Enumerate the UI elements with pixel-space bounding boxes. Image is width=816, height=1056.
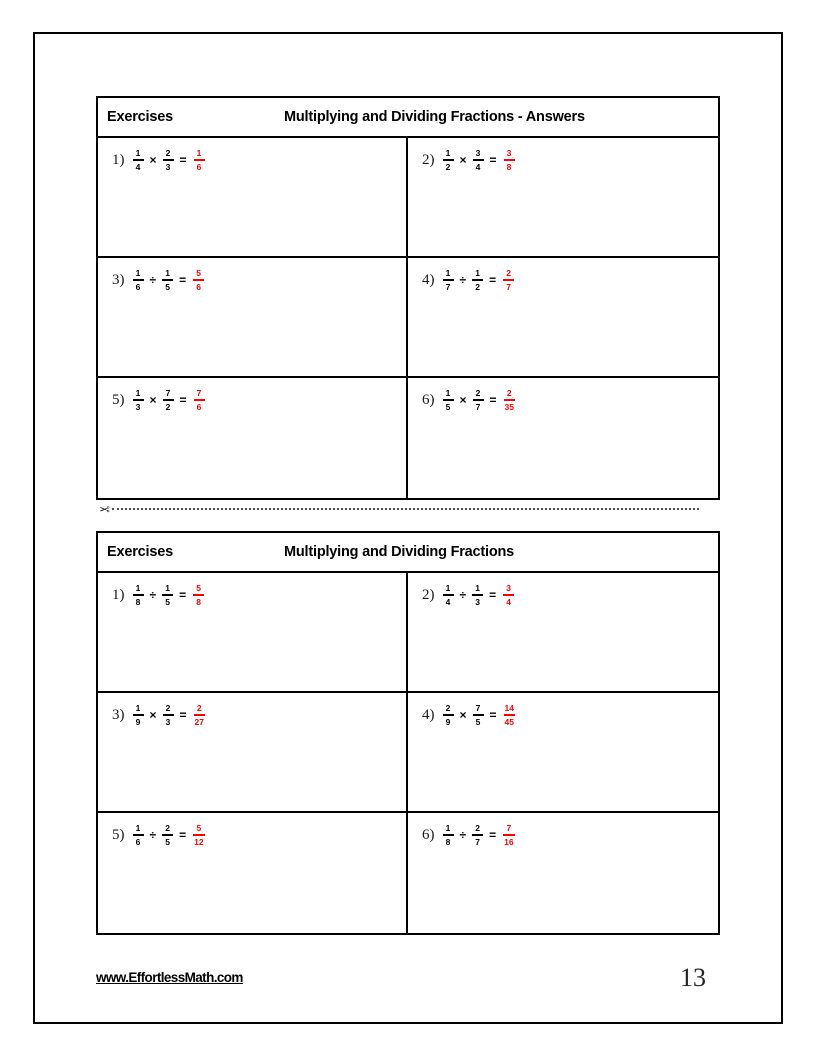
operator-icon: × [459, 708, 467, 723]
operator-icon: × [459, 393, 467, 408]
numerator: 7 [475, 703, 481, 713]
fraction-answer [504, 704, 515, 727]
problem-number: 5) [112, 826, 125, 843]
page-number: 13 [680, 963, 706, 992]
numerator: 1 [445, 583, 451, 593]
denominator: 16 [504, 836, 514, 847]
problem-cell[interactable] [408, 378, 718, 498]
operator-icon: × [149, 393, 157, 408]
equals-sign: = [179, 273, 187, 288]
fraction-operand-b [473, 704, 484, 727]
denominator: 2 [445, 161, 451, 172]
denominator: 8 [445, 836, 451, 847]
numerator: 3 [475, 148, 481, 158]
denominator: 9 [135, 716, 141, 727]
math-expression [98, 269, 406, 292]
math-expression [98, 704, 406, 727]
denominator: 6 [135, 281, 141, 292]
operator-icon: ÷ [149, 588, 157, 603]
equals-sign: = [489, 153, 497, 168]
fraction-answer [193, 584, 204, 607]
equals-sign: = [489, 828, 497, 843]
exercises-label: Exercises [107, 544, 173, 560]
problem-cell[interactable] [98, 258, 408, 376]
problem-number: 6) [422, 826, 435, 843]
fraction-operand-b [472, 584, 483, 607]
operator-icon: ÷ [459, 273, 467, 288]
numerator: 5 [196, 823, 202, 833]
fraction-operand-b [163, 389, 174, 412]
fraction-operand-b [162, 269, 173, 292]
cut-here-divider [99, 500, 699, 518]
denominator: 6 [196, 281, 201, 292]
denominator: 5 [445, 401, 451, 412]
problem-number: 3) [112, 271, 125, 288]
numerator: 1 [475, 268, 480, 278]
denominator: 4 [135, 161, 141, 172]
numerator: 1 [445, 388, 451, 398]
problem-number: 1) [112, 151, 125, 168]
table-row [98, 258, 718, 378]
numerator: 1 [196, 148, 202, 158]
math-expression [408, 704, 718, 727]
fraction-answer [194, 704, 205, 727]
numerator: 7 [196, 388, 202, 398]
problem-number: 3) [112, 706, 125, 723]
numerator: 5 [196, 583, 201, 593]
problem-cell[interactable] [408, 813, 718, 933]
denominator: 7 [475, 836, 480, 847]
problem-cell[interactable] [98, 573, 408, 691]
table-row [98, 573, 718, 693]
math-expression [408, 824, 718, 847]
numerator: 2 [165, 148, 171, 158]
equals-sign: = [489, 393, 497, 408]
denominator: 45 [504, 716, 514, 727]
fraction-answer [194, 389, 205, 412]
denominator: 6 [135, 836, 141, 847]
math-expression [408, 584, 718, 607]
fraction-answer [503, 584, 514, 607]
denominator: 5 [165, 281, 170, 292]
denominator: 12 [194, 836, 204, 847]
equals-sign: = [179, 588, 187, 603]
fraction-operand-b [163, 149, 174, 172]
problem-number: 4) [422, 706, 435, 723]
operator-icon: ÷ [459, 588, 467, 603]
denominator: 5 [165, 836, 170, 847]
fraction-operand-a [133, 584, 144, 607]
numerator: 2 [165, 823, 170, 833]
denominator: 8 [135, 596, 141, 607]
numerator: 2 [506, 388, 512, 398]
worksheet-answers-header [98, 98, 718, 138]
fraction-operand-b [473, 389, 484, 412]
numerator: 1 [135, 148, 141, 158]
table-row [98, 813, 718, 933]
worksheet-practice [96, 531, 720, 935]
numerator: 7 [165, 388, 171, 398]
worksheet-title: Multiplying and Dividing Fractions [284, 544, 515, 560]
numerator: 1 [135, 388, 141, 398]
denominator: 3 [135, 401, 141, 412]
numerator: 2 [445, 703, 451, 713]
problem-cell[interactable] [98, 138, 408, 256]
problem-cell[interactable] [98, 813, 408, 933]
problem-cell[interactable] [408, 138, 718, 256]
problem-number: 6) [422, 391, 435, 408]
numerator: 1 [445, 823, 451, 833]
denominator: 2 [165, 401, 171, 412]
denominator: 3 [475, 596, 480, 607]
numerator: 1 [475, 583, 480, 593]
fraction-operand-a [443, 389, 454, 412]
fraction-operand-a [443, 824, 454, 847]
denominator: 5 [165, 596, 170, 607]
problem-cell[interactable] [98, 378, 408, 498]
denominator: 9 [445, 716, 451, 727]
equals-sign: = [489, 588, 497, 603]
denominator: 35 [504, 401, 514, 412]
denominator: 7 [475, 401, 481, 412]
math-expression [408, 389, 718, 412]
fraction-operand-b [163, 704, 174, 727]
table-row [98, 138, 718, 258]
problem-number: 2) [422, 151, 435, 168]
equals-sign: = [489, 708, 497, 723]
operator-icon: ÷ [459, 828, 467, 843]
fraction-operand-a [133, 269, 144, 292]
denominator: 6 [196, 161, 202, 172]
fraction-answer [194, 149, 205, 172]
numerator: 5 [196, 268, 201, 278]
numerator: 3 [506, 583, 511, 593]
math-expression [98, 389, 406, 412]
fraction-operand-b [472, 269, 483, 292]
denominator: 4 [445, 596, 451, 607]
exercises-label: Exercises [107, 109, 173, 125]
equals-sign: = [179, 828, 187, 843]
numerator: 3 [506, 148, 512, 158]
denominator: 7 [506, 281, 511, 292]
fraction-answer [504, 389, 515, 412]
fraction-answer [193, 269, 204, 292]
fraction-operand-a [133, 149, 144, 172]
table-row [98, 693, 718, 813]
fraction-operand-a [443, 704, 454, 727]
fraction-answer [503, 824, 514, 847]
numerator: 2 [475, 388, 481, 398]
numerator: 1 [135, 823, 141, 833]
numerator: 7 [506, 823, 512, 833]
worksheet-title: Multiplying and Dividing Fractions - Answers [284, 109, 585, 125]
fraction-answer [504, 149, 515, 172]
operator-icon: × [149, 708, 157, 723]
denominator: 6 [196, 401, 202, 412]
operator-icon: × [149, 153, 157, 168]
denominator: 5 [475, 716, 481, 727]
numerator: 1 [135, 583, 141, 593]
fraction-operand-a [443, 149, 454, 172]
denominator: 2 [475, 281, 480, 292]
numerator: 1 [165, 268, 170, 278]
fraction-operand-a [443, 584, 454, 607]
numerator: 1 [165, 583, 170, 593]
fraction-operand-b [162, 584, 173, 607]
math-expression [98, 149, 406, 172]
numerator: 2 [196, 703, 202, 713]
fraction-operand-b [162, 824, 173, 847]
denominator: 3 [165, 716, 171, 727]
denominator: 4 [506, 596, 511, 607]
dotted-line [112, 507, 699, 510]
problem-number: 5) [112, 391, 125, 408]
worksheet-practice-header [98, 533, 718, 573]
fraction-operand-a [443, 269, 454, 292]
denominator: 8 [506, 161, 512, 172]
denominator: 3 [165, 161, 171, 172]
problem-number: 4) [422, 271, 435, 288]
operator-icon: ÷ [149, 273, 157, 288]
table-row [98, 378, 718, 498]
scissors-icon: ✂ [99, 501, 110, 517]
fraction-answer [503, 269, 514, 292]
numerator: 1 [445, 148, 451, 158]
equals-sign: = [179, 708, 187, 723]
fraction-operand-b [472, 824, 483, 847]
denominator: 7 [445, 281, 451, 292]
problem-cell[interactable] [98, 693, 408, 811]
fraction-operand-b [473, 149, 484, 172]
denominator: 27 [194, 716, 204, 727]
fraction-operand-a [133, 824, 144, 847]
denominator: 8 [196, 596, 201, 607]
numerator: 14 [504, 703, 514, 713]
numerator: 1 [135, 268, 141, 278]
math-expression [408, 149, 718, 172]
problem-number: 1) [112, 586, 125, 603]
problem-cell[interactable] [408, 573, 718, 691]
math-expression [98, 824, 406, 847]
problem-cell[interactable] [408, 258, 718, 376]
fraction-operand-a [133, 704, 144, 727]
worksheet-answers [96, 96, 720, 500]
operator-icon: ÷ [149, 828, 157, 843]
denominator: 4 [475, 161, 481, 172]
numerator: 2 [506, 268, 511, 278]
operator-icon: × [459, 153, 467, 168]
equals-sign: = [179, 393, 187, 408]
numerator: 2 [165, 703, 171, 713]
fraction-answer [193, 824, 204, 847]
website-link[interactable]: www.EffortlessMath.com [96, 970, 243, 985]
numerator: 1 [445, 268, 451, 278]
equals-sign: = [179, 153, 187, 168]
fraction-operand-a [133, 389, 144, 412]
equals-sign: = [489, 273, 497, 288]
numerator: 2 [475, 823, 480, 833]
problem-number: 2) [422, 586, 435, 603]
math-expression [98, 584, 406, 607]
math-expression [408, 269, 718, 292]
problem-cell[interactable] [408, 693, 718, 811]
numerator: 1 [135, 703, 141, 713]
